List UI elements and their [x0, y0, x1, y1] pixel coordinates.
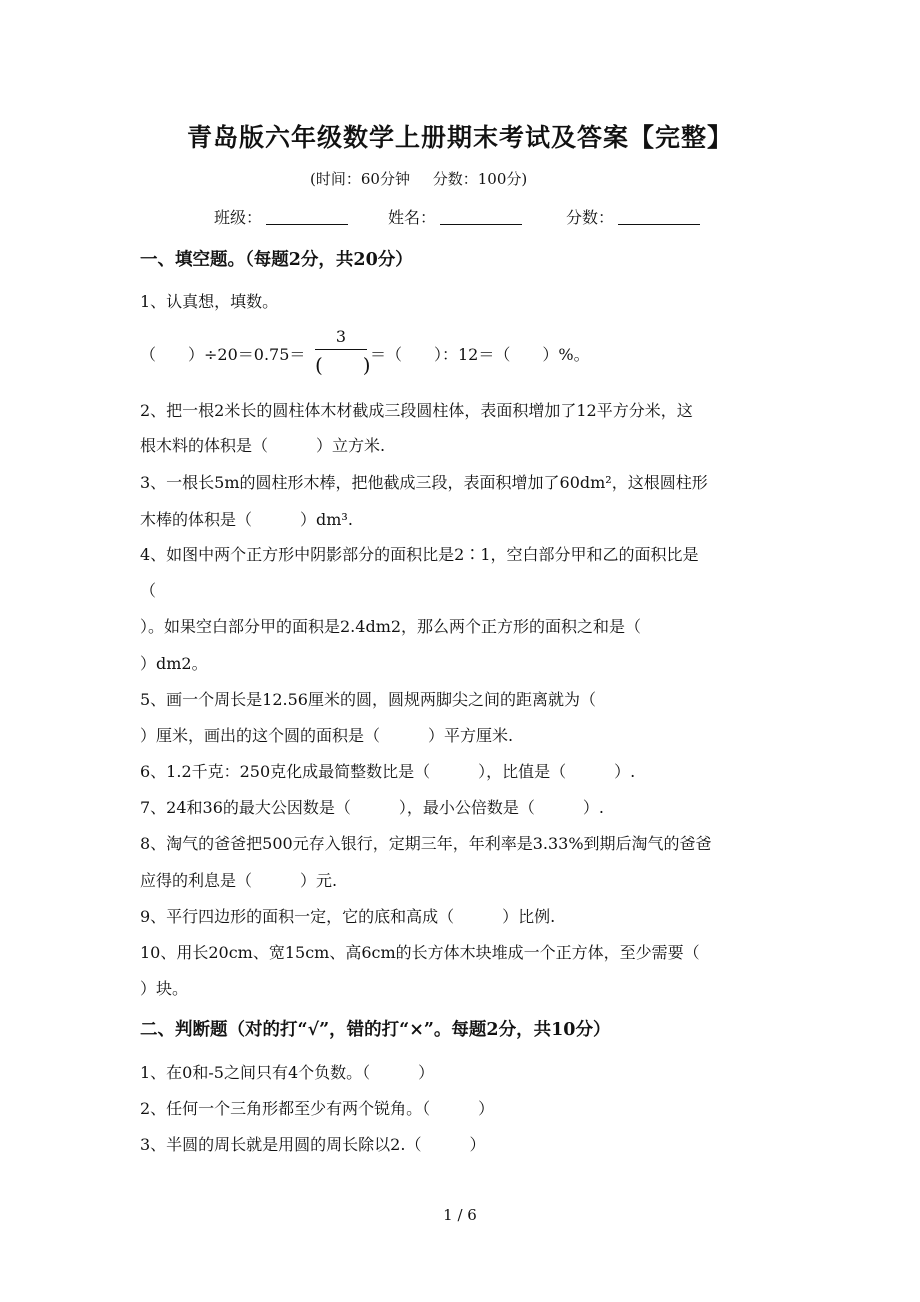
- question-2-line-2: 根木料的体积是（ ）立方米.: [140, 436, 386, 455]
- score-label: 分数：: [566, 208, 615, 227]
- class-field[interactable]: [214, 205, 348, 228]
- score-field[interactable]: [566, 205, 700, 228]
- question-10-line-1: 10、用长20cm、宽15cm、高6cm的长方体木块堆成一个正方体，至少需要（: [140, 943, 700, 962]
- fraction-denominator: ( ): [315, 353, 371, 377]
- question-3-line-2: 木棒的体积是（ ）dm³.: [140, 510, 353, 529]
- question-3-line-1: 3、一根长5m的圆柱形木棒，把他截成三段，表面积增加了60dm²，这根圆柱形: [140, 473, 708, 492]
- page-title: 青岛版六年级数学上册期末考试及答案【完整】: [186, 123, 733, 152]
- question-1-equation-left: （ ）÷20＝0.75＝: [140, 345, 306, 364]
- name-label: 姓名：: [388, 208, 437, 227]
- question-9: 9、平行四边形的面积一定，它的底和高成（ ）比例.: [140, 907, 556, 926]
- question-8-line-1: 8、淘气的爸爸把500元存入银行，定期三年，年利率是3.33%到期后淘气的爸爸: [140, 834, 712, 853]
- name-blank[interactable]: [440, 208, 522, 225]
- question-8-line-2: 应得的利息是（ ）元.: [140, 871, 338, 890]
- question-4-line-3: ）。如果空白部分甲的面积是2.4dm2，那么两个正方形的面积之和是（: [140, 617, 642, 636]
- section-1-heading: 一、填空题。（每题2分，共20分）: [140, 250, 413, 270]
- name-field[interactable]: [388, 205, 522, 228]
- question-6: 6、1.2千克：250克化成最简整数比是（ ），比值是（ ）.: [140, 762, 636, 781]
- question-1-equation-right: ＝（ ）：12＝（ ）%。: [370, 345, 590, 364]
- question-1-fraction: [315, 327, 371, 377]
- question-4-line-2: （: [140, 581, 157, 600]
- class-label: 班级：: [214, 208, 263, 227]
- question-5-line-1: 5、画一个周长是12.56厘米的圆，圆规两脚尖之间的距离就为（: [140, 690, 596, 709]
- page-number: 1 / 6: [443, 1206, 477, 1224]
- section-2-heading: 二、判断题（对的打“√”，错的打“×”。每题2分，共10分）: [140, 1020, 611, 1040]
- judge-question-3: 3、半圆的周长就是用圆的周长除以2.（ ）: [140, 1135, 486, 1154]
- time-info: (时间：60分钟: [310, 170, 410, 188]
- total-score-info: 分数：100分): [432, 170, 528, 188]
- question-10-line-2: ）块。: [140, 979, 189, 998]
- question-7: 7、24和36的最大公因数是（ ），最小公倍数是（ ）.: [140, 798, 604, 817]
- question-4-line-1: 4、如图中两个正方形中阴影部分的面积比是2∶1，空白部分甲和乙的面积比是: [140, 545, 699, 564]
- question-5-line-2: ）厘米，画出的这个圆的面积是（ ）平方厘米.: [140, 726, 514, 745]
- judge-question-1: 1、在0和-5之间只有4个负数。（ ）: [140, 1063, 435, 1082]
- question-2-line-1: 2、把一根2米长的圆柱体木材截成三段圆柱体，表面积增加了12平方分米，这: [140, 401, 693, 420]
- fraction-numerator: 3: [335, 327, 347, 346]
- question-4-line-4: ）dm2。: [140, 654, 208, 673]
- score-blank[interactable]: [618, 208, 700, 225]
- question-1: 1、认真想，填数。: [140, 292, 279, 311]
- class-blank[interactable]: [266, 208, 348, 225]
- judge-question-2: 2、任何一个三角形都至少有两个锐角。（ ）: [140, 1099, 495, 1118]
- exam-info: [310, 168, 545, 189]
